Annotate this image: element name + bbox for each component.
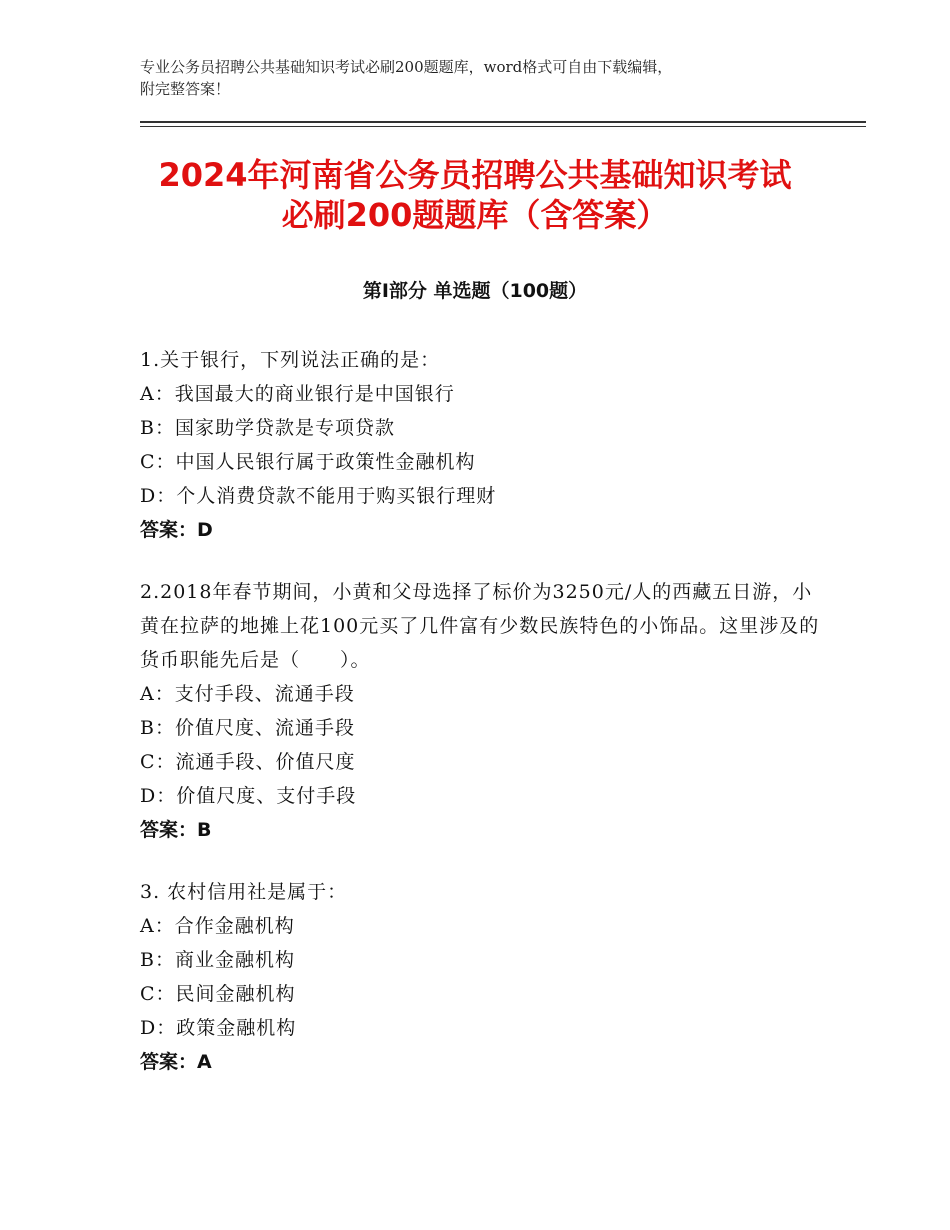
- question-stem: 2.2018年春节期间，小黄和父母选择了标价为3250元/人的西藏五日游，小黄在拉萨的地摊上花100元买了几件富有少数民族特色的小饰品。这里涉及的货币职能先后是（ ）。: [140, 581, 820, 671]
- section-title: 第Ⅰ部分 单选题（100题）: [362, 280, 588, 302]
- option-d: D：政策金融机构: [140, 1017, 297, 1039]
- question-2: [140, 575, 820, 847]
- header-divider-thick: [140, 121, 866, 123]
- header-divider-thin: [140, 126, 866, 127]
- answer: 答案：D: [140, 519, 213, 541]
- document-title-line-1: 2024年河南省公务员招聘公共基础知识考试: [158, 156, 792, 194]
- question-list: [140, 343, 820, 1107]
- question-3: [140, 875, 820, 1079]
- option-d: D：价值尺度、支付手段: [140, 785, 357, 807]
- option-b: B：商业金融机构: [140, 949, 295, 971]
- option-a: A：合作金融机构: [140, 915, 295, 937]
- document-title-line-2: 必刷200题题库（含答案）: [281, 196, 669, 234]
- option-b: B：价值尺度、流通手段: [140, 717, 355, 739]
- question-stem: 3. 农村信用社是属于：: [140, 881, 348, 903]
- option-d: D：个人消费贷款不能用于购买银行理财: [140, 485, 497, 507]
- question-1: [140, 343, 820, 547]
- answer: 答案：B: [140, 819, 212, 841]
- header-note-line-2: 附完整答案！: [140, 80, 231, 98]
- answer: 答案：A: [140, 1051, 212, 1073]
- header-note: [140, 56, 820, 100]
- option-a: A：我国最大的商业银行是中国银行: [140, 383, 455, 405]
- header-note-line-1: 专业公务员招聘公共基础知识考试必刷200题题库，word格式可自由下载编辑，: [140, 58, 673, 76]
- document-title: [100, 155, 850, 235]
- option-c: C：流通手段、价值尺度: [140, 751, 356, 773]
- option-b: B：国家助学贷款是专项贷款: [140, 417, 395, 439]
- option-c: C：中国人民银行属于政策性金融机构: [140, 451, 476, 473]
- option-a: A：支付手段、流通手段: [140, 683, 355, 705]
- option-c: C：民间金融机构: [140, 983, 296, 1005]
- question-stem: 1.关于银行，下列说法正确的是：: [140, 349, 441, 371]
